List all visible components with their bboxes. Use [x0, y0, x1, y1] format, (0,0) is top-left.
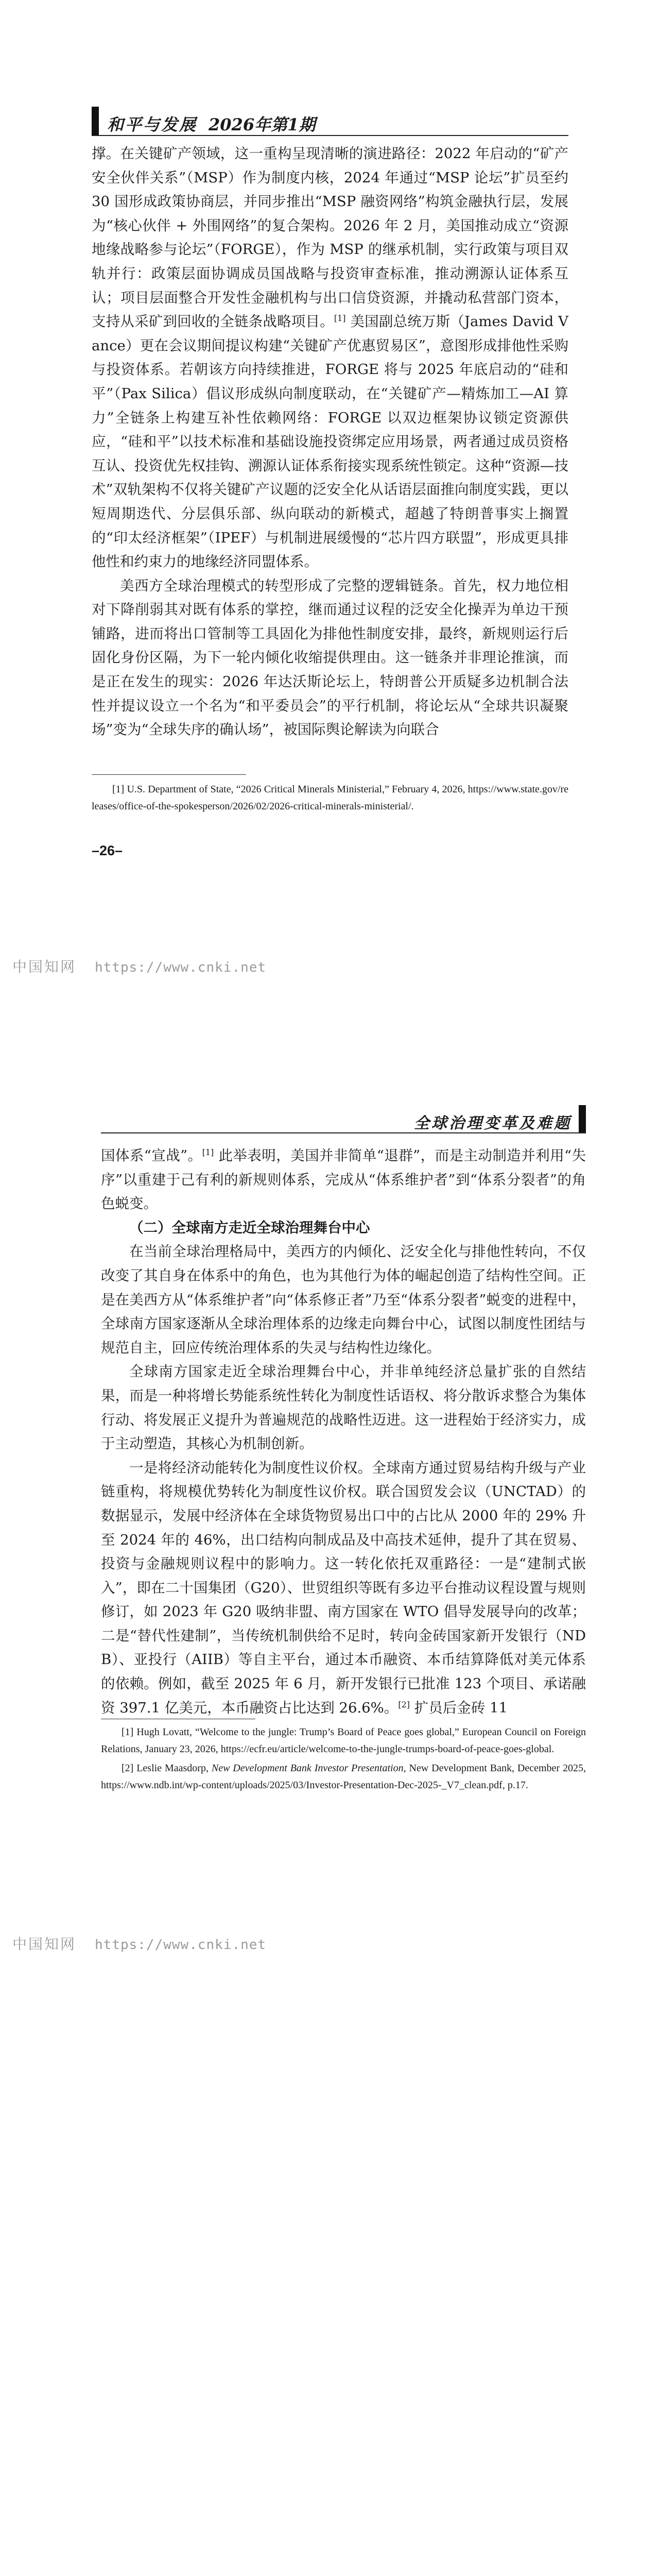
paragraph	[101, 1144, 586, 1216]
footnote-text: [1] Hugh Lovatt, “Welcome to the jungle: Trump’s Board of Peace goes global,” European Council on Foreign Relations, January 23, 2026, https://ecfr.eu/article/welcome-to-the-jungle-trumps-board-of-peace-goes-global.	[101, 1726, 586, 1755]
footnote-ref: [2]	[398, 1699, 410, 1709]
running-header	[414, 1105, 586, 1133]
footnote-text: , New Development Bank, December 2025, https://www.ndb.int/wp-content/uploads/2025/03/Investor-Presentation-Dec-2025-_V7_clean.pdf, p.17.	[101, 1762, 586, 1791]
body-text	[101, 1144, 586, 1720]
watermark	[12, 1933, 266, 1954]
header-rule	[92, 135, 568, 136]
paragraph-text: 美国副总统万斯（James David Vance）更在会议期间提议构建“关键矿产优惠贸易区”，意图形成排他性采购与投资体系。若朝该方向持续推进，FORGE 将与 2025 年底启动的“硅和平”（Pax Silica）倡议形成纵向制度联动，在“关键矿产—精炼加工—AI 算力”全链条上构建互补性依赖网络：FORGE 以双边框架协议锁定资源供应，“硅和平”以技术标准和基础设施投资绑定应用场景，两者通过成员资格互认、投资优先权挂钩、溯源认证体系衔接实现系统性锁定。这种“资源—技术”双轨架构不仅将关键矿产议题的泛安全化从话语层面推向制度实践，更以短周期迭代、分层俱乐部、纵向联动的新模式，超越了特朗普事实上搁置的“印太经济框架”（IPEF）与机制进展缓慢的“芯片四方联盟”，形成更具排他性和约束力的地缘经济同盟体系。	[92, 313, 568, 570]
watermark-name: 中国知网	[12, 1936, 77, 1953]
paragraph	[101, 1360, 586, 1455]
paragraph-text: 扩员后金砖 11	[409, 1699, 508, 1716]
page-number: –26–	[92, 843, 123, 858]
paragraph-text: 此举表明，美国并非简单“退群”，而是主动制造并利用“失序”以重建于己有利的新规则体系，完成从“体系维护者”到“体系分裂者”的角色蜕变。	[101, 1147, 586, 1212]
page-26	[0, 0, 658, 979]
header-rule	[101, 1132, 586, 1133]
header-bar	[579, 1105, 586, 1133]
watermark-url: https://www.cnki.net	[95, 1937, 267, 1953]
paragraph-text: 一是将经济动能转化为制度性议价权。全球南方通过贸易结构升级与产业链重构，将规模优势转化为制度性议价权。联合国贸发会议（UNCTAD）的数据显示，发展中经济体在全球货物贸易出口中的占比从 2000 年的 29% 升至 2024 年的 46%，出口结构向制成品及中高技术延伸，提升了其在贸易、投资与金融规则议程中的影响力。这一转化依托双重路径：一是“建制式嵌入”，即在二十国集团（G20）、世贸组织等既有多边平台推动议程设置与规则修订，如 2023 年 G20 吸纳非盟、南方国家在 WTO 倡导发展导向的改革；二是“替代性建制”，当传统机制供给不足时，转向金砖国家新开发银行（NDB）、亚投行（AIIB）等自主平台，通过本币融资、本币结算降低对美元体系的依赖。例如，截至 2025 年 6 月，新开发银行已批准 123 个项目、承诺融资 397.1 亿美元，本币融资占比达到 26.6%。	[101, 1459, 586, 1716]
issue-label: 2026年第1期	[209, 115, 316, 134]
footnote-ref: [1]	[202, 1147, 214, 1157]
footnotes	[92, 781, 568, 817]
paragraph	[92, 574, 568, 742]
footnote-rule	[92, 774, 246, 775]
column-title: 全球治理变革及难题	[414, 1114, 572, 1132]
paragraph-text: 在当前全球治理格局中，美西方的内倾化、泛安全化与排他性转向，不仅改变了其自身在体系中的角色，也为其他行为体的崛起创造了结构性空间。正是在美西方从“体系维护者”向“体系修正者”乃至“体系分裂者”蜕变的进程中，全球南方国家逐渐从全球治理体系的边缘走向舞台中心，试图以制度性团结与规范自主，回应传统治理体系的失灵与结构性边缘化。	[101, 1243, 586, 1356]
watermark-url: https://www.cnki.net	[95, 960, 267, 975]
paragraph	[101, 1240, 586, 1360]
footnote	[101, 1724, 586, 1758]
paragraph-text: 全球南方国家走近全球治理舞台中心，并非单纯经济总量扩张的自然结果，而是一种将增长势能系统性转化为制度性话语权、将分散诉求整合为集体行动、将发展正义提升为普遍规范的战略性迈进。这一进程始于经济实力，成于主动塑造，其核心为机制创新。	[101, 1363, 586, 1452]
journal-title: 和平与发展	[107, 115, 198, 134]
body-text	[92, 142, 568, 742]
footnote-title: New Development Bank Investor Presentation	[211, 1762, 404, 1774]
running-header	[92, 107, 315, 135]
paragraph	[92, 142, 568, 574]
header-bar	[92, 107, 99, 135]
section-heading: （二）全球南方走近全球治理舞台中心	[129, 1219, 370, 1236]
watermark-name: 中国知网	[12, 958, 77, 975]
footnote-ref: [1]	[334, 313, 346, 323]
paragraph-text: 撑。在关键矿产领域，这一重构呈现清晰的演进路径：2022 年启动的“矿产安全伙伴关系”（MSP）作为制度内核，2024 年通过“MSP 论坛”扩员至约 30 国形成政策协商层，并同步推出“MSP 融资网络”构筑金融执行层，发展为“核心伙伴 + 外围网络”的复合架构。2026 年 2 月，美国推动成立“资源地缘战略参与论坛”（FORGE），作为 MSP 的继承机制，实行政策与项目双轨并行：政策层面协调成员国战略与投资审查标准，推动溯源认证体系互认；项目层面整合开发性金融机构与出口信贷资源，并撬动私营部门资本，支持从采矿到回收的全链条战略项目。	[92, 145, 568, 330]
paragraph-text: 国体系“宣战”。	[101, 1147, 202, 1164]
footnote	[101, 1760, 586, 1794]
footnote: [1] U.S. Department of State, “2026 Critical Minerals Ministerial,” February 4, 2026, https://www.state.gov/releases/office-of-the-spokesperson/2026/02/2026-critical-minerals-ministerial/.	[92, 784, 568, 812]
watermark	[12, 956, 266, 976]
footnote-text: [2] Leslie Maasdorp,	[122, 1762, 212, 1774]
paragraph-text: 美西方全球治理模式的转型形成了完整的逻辑链条。首先，权力地位相对下降削弱其对既有体系的掌控，继而通过议程的泛安全化操弄为单边干预铺路，进而将出口管制等工具固化为排他性制度安排，最终，新规则运行后固化身份区隔，为下一轮内倾化收缩提供理由。这一链条并非理论推演，而是正在发生的现实：2026 年达沃斯论坛上，特朗普公开质疑多边机制合法性并提议设立一个名为“和平委员会”的平行机制，将论坛从“全球共识凝聚场”变为“全球失序的确认场”，被国际舆论解读为向联合	[92, 577, 568, 738]
footnotes	[101, 1724, 586, 1796]
paragraph	[101, 1456, 586, 1720]
